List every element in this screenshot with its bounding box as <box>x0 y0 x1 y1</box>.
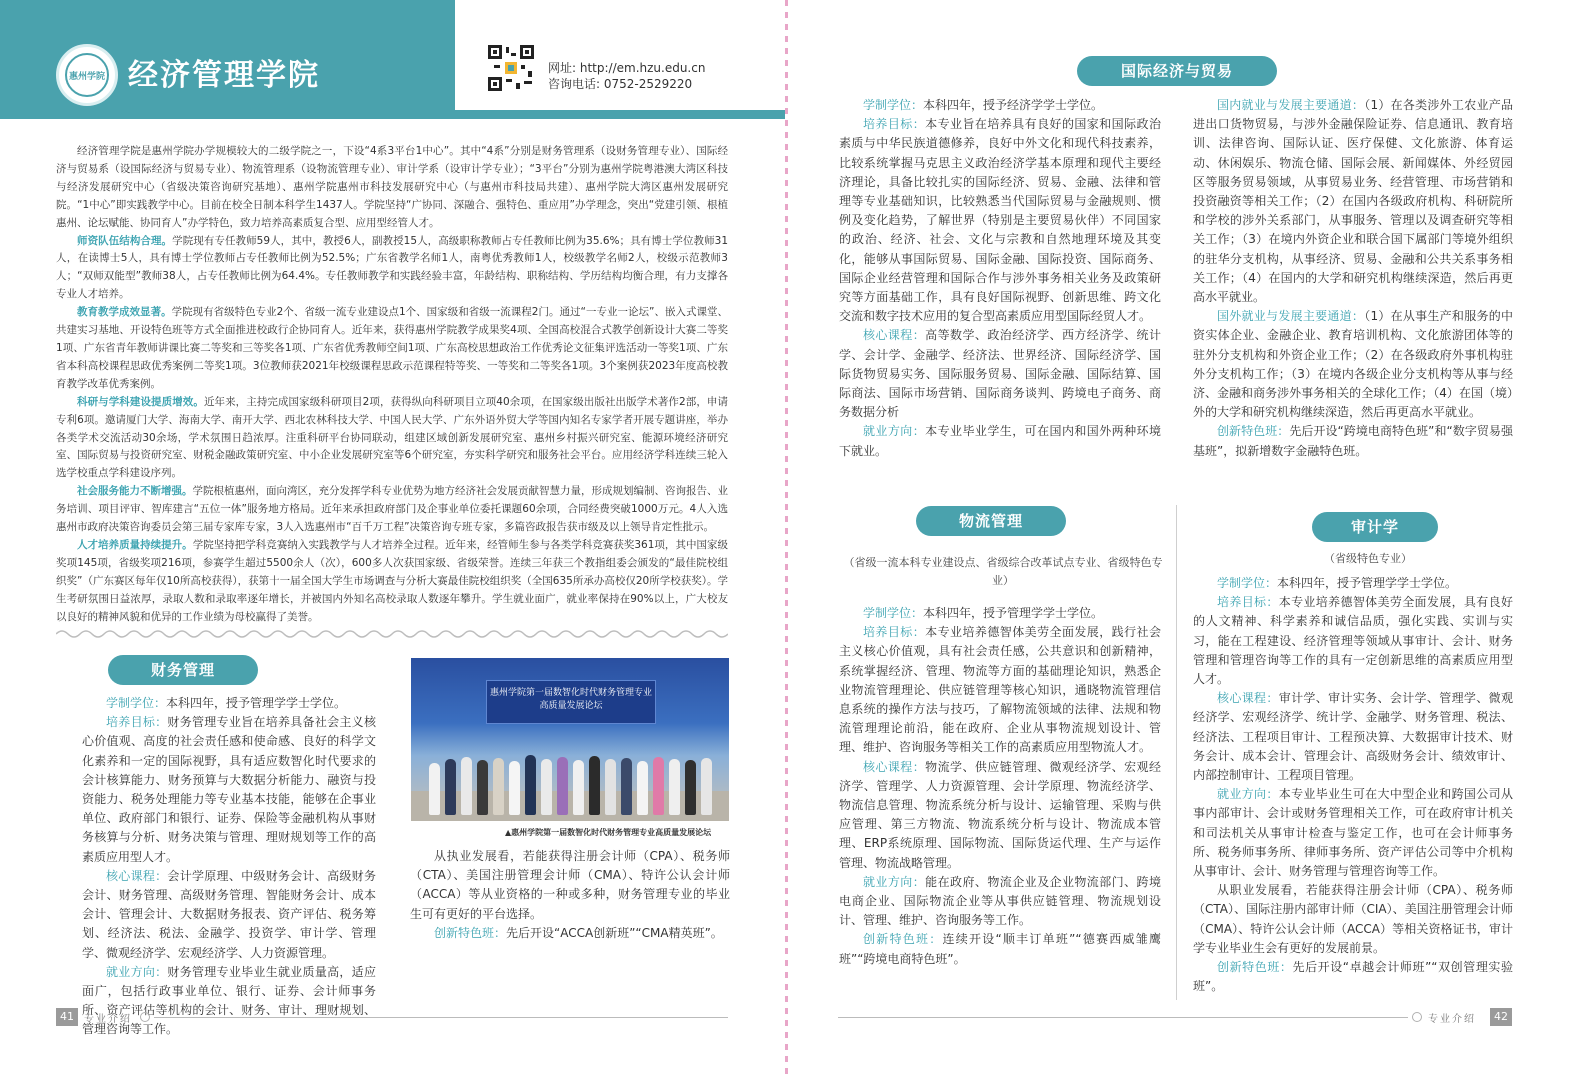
intro-body: 学院现有专任教师59人，其中，教授6人，副教授15人，高级职称教师占专任教师比例为35.6%；具有博士学位教师31人，在读博士5人，具有博士学位教师占专任教师比例为52.5%；广东省教学名师1人，南粤优秀教师1人，校级教学名师2人，校级示范教师3人；“双师双能型”教师38人，占专任教师比例为64.4%。专任教师教学和实践经验丰富，年龄结构、职称结构、学历结构均衡合理，有力支撑各专业人才培养。 <box>56 234 729 301</box>
left-page <box>0 0 785 1077</box>
qr-code <box>486 43 536 93</box>
intro-highlight: 师资队伍结构合理。 <box>77 234 173 247</box>
finance-section <box>82 694 376 1040</box>
logistics-course-label: 核心课程： <box>863 759 926 774</box>
logistics-goal-text: 本专业培养德智体美劳全面发展，践行社会主义核心价值观，具有社会责任感，公共意识和创新精神，系统掌握经济、管理、物流等方面的基础理论知识，熟悉企业物流管理理论、供应链管理等核心知识，通晓物流管理信息系统的操作方法与技巧，了解物流领域的法律、法规和物流管理理论前沿，能在政府、企业从事物流规划设计、管理、维护、咨询服务等相关工作的高素质应用型物流人才。 <box>839 625 1161 755</box>
trade-course-text: 高等数学、政治经济学、西方经济学、统计学、会计学、金融学、经济法、世界经济、国际经济学、国际货物贸易实务、国际服务贸易、国际金融、国际结算、国际商法、国际市场营销、国际商务谈判、跨境电子商务、商务数据分析 <box>839 328 1161 420</box>
footer-label-left: 专业介绍 <box>84 1014 132 1025</box>
audit-job-text: 本专业毕业生可在大中型企业和跨国公司从事内部审计、会计或财务管理相关工作，可在政府审计机关和司法机关从事审计检查与鉴定工作，也可在会计师事务所、税务师事务所、律师事务所、资产评估公司等中介机构从事审计、会计、财务管理与管理咨询等工作。 <box>1193 787 1513 879</box>
trade-goal <box>839 115 1161 326</box>
finance-feature <box>410 924 730 943</box>
photo-person <box>669 759 680 815</box>
page-number-right: 42 <box>1490 1008 1512 1026</box>
audit-title-pill: 审计学 <box>1312 512 1438 542</box>
footer-label-right: 专业介绍 <box>1428 1014 1476 1025</box>
audit-note: （省级特色专业） <box>1324 552 1412 565</box>
finance-degree <box>82 694 376 713</box>
photo-person <box>525 755 536 815</box>
intro-body: 学院根植惠州，面向湾区，充分发挥学科专业优势为地方经济社会发展贡献智慧力量，形成规划编制、咨询报告、业务培训、项目评审、智库建言“五位一体”服务地方格局。近年来承担政府部门及企事业单位委托课题60余项，合同经费突破1000万元。4人入选惠州市政府决策咨询委员会第三届专家库专家，3人入选惠州市“百千万工程”决策咨询专班专家，多篇咨政报告获市级及以上领导肯定性批示。 <box>56 485 728 534</box>
photo-person <box>461 757 472 815</box>
logistics-job <box>839 873 1161 931</box>
finance-cert: 从执业发展看，若能获得注册会计师（CPA）、税务师（CTA）、美国注册管理会计师（CMA）、特许公认会计师（ACCA）等从业资格的一种或多种，财务管理专业的毕业生可有更好的平台选择。 <box>410 849 730 921</box>
logistics-goal-label: 培养目标： <box>863 625 926 640</box>
logistics-title-pill: 物流管理 <box>916 506 1066 536</box>
audit-job <box>1193 785 1513 881</box>
audit-feature <box>1193 958 1513 996</box>
trade-feature-label: 创新特色班： <box>1217 424 1290 439</box>
trade-feature-text: 先后开设“跨境电商特色班”和“数字贸易强基班”，拟新增数字金融特色班。 <box>1193 424 1513 458</box>
audit-section <box>1193 574 1513 996</box>
trade-title-pill: 国际经济与贸易 <box>1077 56 1277 86</box>
photo-person <box>589 756 600 815</box>
photo-person <box>541 759 552 815</box>
logistics-note: （省级一流本科专业建设点、省级综合改革试点专业、省级特色专业） <box>843 556 1163 587</box>
photo-person <box>557 757 568 815</box>
college-title: 经济管理学院 <box>128 58 320 93</box>
intro-highlight: 教育教学成效显著。 <box>77 306 172 319</box>
photo-banner-text: 惠州学院第一届数智化时代财务管理专业高质量发展论坛 <box>489 688 652 711</box>
footer-line <box>838 1017 1408 1018</box>
trade-degree-label: 学制学位： <box>863 98 924 112</box>
audit-courses <box>1193 689 1513 785</box>
photo-floor <box>411 791 729 821</box>
logo-text: 惠州学院 <box>65 53 109 97</box>
intro-highlight: 人才培养质量持续提升。 <box>77 538 193 551</box>
finance-feature-text: 先后开设“ACCA创新班”“CMA精英班”。 <box>506 925 723 940</box>
photo-person <box>621 758 632 815</box>
audit-course-text: 审计学、审计实务、会计学、管理学、微观经济学、宏观经济学、统计学、金融学、财务管理、税法、经济法、工程项目审计、工程预决算、大数据审计技术、财务会计、成本会计、管理会计、高级财务会计、绩效审计、内部控制审计、工程项目管理。 <box>1193 691 1513 783</box>
intro-paragraph <box>56 483 728 537</box>
trade-job <box>839 422 1161 460</box>
photo-banner <box>486 680 656 724</box>
trade-job-text: 本专业毕业学生，可在国内和国外两种环境下就业。 <box>839 424 1161 458</box>
photo-person <box>493 758 504 815</box>
logistics-courses <box>839 758 1161 873</box>
trade-courses <box>839 326 1161 422</box>
finance-course-text: 会计学原理、中级财务会计、高级财务会计、财务管理、高级财务管理、智能财务会计、成本会计、管理会计、大数据财务报表、资产评估、税务筹划、经济法、税法、金融学、投资学、审计学、管理学、微观经济学、宏观经济学、人力资源管理。 <box>82 868 376 960</box>
audit-feature-label: 创新特色班： <box>1217 960 1293 975</box>
intro-paragraph <box>56 394 728 484</box>
audit-degree-label: 学制学位： <box>1217 576 1278 590</box>
trade-goal-label: 培养目标： <box>863 117 926 132</box>
logistics-course-text: 物流学、供应链管理、微观经济学、宏观经济学、管理学、人力资源管理、会计学原理、物流经济学、物流信息管理、物流系统分析与设计、运输管理、采购与供应管理、第三方物流、物流系统分析与设计、物流成本管理、ERP系统原理、国际物流、国际货运代理、生产与运作管理、物流战略管理。 <box>839 759 1161 870</box>
intro-paragraph: 经济管理学院是惠州学院办学规模较大的二级学院之一，下设“4系3平台1中心”。其中“4系”分别是财务管理系（设财务管理专业）、国际经济与贸易系（设国际经济与贸易专业）、物流管理系（设物流管理专业）、审计学系（设审计学专业）；“3平台”分别为惠州学院粤港澳大湾区科技与经济发展研究中心（省级决策咨询研究基地）、惠州学院惠州市科技发展研究中心（与惠州市科技局共建）、惠州学院大湾区惠州发展研究院。“1中心”即实践教学中心。目前在校全日制本科学生1437人。学院坚持“广协同、深融合、强特色、重应用”办学理念，突出“党建引领、根植惠州、论坛赋能、协同育人”办学特色，致力培养高素质复合型、应用型经管人才。 <box>56 145 728 229</box>
intro-paragraph <box>56 537 728 627</box>
finance-feature-label: 创新特色班： <box>434 925 507 940</box>
audit-job-label: 就业方向： <box>1217 787 1279 802</box>
audit-feature-text: 先后开设“卓越会计师班”“双创管理实验班”。 <box>1193 960 1513 994</box>
footer-line <box>154 1017 728 1018</box>
header-stripe <box>0 116 785 119</box>
trade-abroad-label: 国外就业与发展主要通道： <box>1217 309 1365 324</box>
photo-person <box>685 760 696 815</box>
audit-degree <box>1193 574 1513 593</box>
logistics-feature-label: 创新特色班： <box>863 932 943 947</box>
footer-dot-icon <box>140 1012 150 1022</box>
photo-person <box>477 760 488 815</box>
finance-goal <box>82 713 376 867</box>
trade-section-right <box>1193 96 1513 461</box>
contact-info <box>548 60 705 92</box>
forum-photo <box>411 658 729 821</box>
intro-highlight: 社会服务能力不断增强。 <box>77 485 193 498</box>
trade-feature <box>1193 422 1513 460</box>
intro-paragraph <box>56 233 728 305</box>
phone-text: 咨询电话: 0752-2529220 <box>548 77 693 91</box>
photo-caption: ▲惠州学院第一届数智化时代财务管理专业高质量发展论坛 <box>505 828 712 837</box>
audit-goal <box>1193 593 1513 689</box>
finance-goal-text: 财务管理专业旨在培养具备社会主义核心价值观、高度的社会责任感和使命感、良好的科学文化素养和一定的国际视野，具有适应数智化时代要求的会计核算能力、财务预算与大数据分析能力、融资与投资能力、税务处理能力等专业基本技能，能够在企事业单位、政府部门和银行、证券、保险等金融机构从事财务核算与分析、财务决策与管理、理财规划等工作的高素质应用型人才。 <box>82 715 376 864</box>
page-number-left: 41 <box>56 1008 78 1026</box>
logistics-degree-label: 学制学位： <box>863 606 924 620</box>
website-text: 网址: http://em.hzu.edu.cn <box>548 61 706 75</box>
photo-person <box>701 758 712 815</box>
trade-degree-text: 本科四年，授予经济学学士学位。 <box>923 98 1104 112</box>
finance-courses <box>82 867 376 963</box>
intro-body: 近年来，主持完成国家级科研项目2项，获得纵向科研项目立项40余项，在国家级出版社出版学术著作2部，申请专利6项。邀请厦门大学、海南大学、南开大学、西北农林科技大学、中国人民大学、广东外语外贸大学等国内知名专家学者开展专题讲座，举办各类学术交流活动30余场，学术氛围日趋浓厚。注重科研平台协同联动，组建区域创新发展研究室、惠州乡村振兴研究室、能源环境经济研究室、国际贸易与投资研究室、财税金融政策研究室、中小企业发展研究室等6个研究室，夯实科学研究和服务社会平台。应用经济学科连续三轮入选学校重点学科建设序列。 <box>56 395 728 480</box>
intro-highlight: 科研与学科建设提质增效。 <box>77 395 204 408</box>
photo-person <box>605 759 616 815</box>
logistics-feature <box>839 930 1161 968</box>
trade-abroad-text: （1）在从事生产和服务的中资实体企业、金融企业、教育培训机构、文化旅游团体等的驻外分支机构和外资企业工作；（2）在各级政府外事机构驻外分支机构工作；（3）在境内各级企业分支机构等从事与经济、金融和商务涉外事务相关的全球化工作；（4）在国（境）外的大学和研究机构继续深造，然后再更高水平就业。 <box>1193 309 1513 420</box>
logistics-degree <box>839 604 1161 623</box>
finance-degree-label: 学制学位： <box>106 696 167 710</box>
finance-course-label: 核心课程： <box>106 868 168 883</box>
photo-person <box>445 759 456 815</box>
logistics-job-label: 就业方向： <box>863 874 926 889</box>
audit-degree-text: 本科四年，授予管理学学士学位。 <box>1277 576 1458 590</box>
trade-domestic <box>1193 96 1513 307</box>
logistics-section <box>839 604 1161 969</box>
finance-degree-text: 本科四年，授予管理学学士学位。 <box>166 696 347 710</box>
column-divider <box>1176 505 1177 1000</box>
right-page <box>788 0 1587 1077</box>
finance-title-pill: 财务管理 <box>108 655 258 685</box>
intro-body: 学院现有省级特色专业2个、省级一流专业建设点1个、国家级和省级一流课程2门。通过“一专业一论坛”、嵌入式课堂、共建实习基地、开设特色班等方式全面推进校政行企协同育人。近年来，获得惠州学院教学成果奖4项、全国高校混合式教学创新设计大赛二等奖1项、广东省青年教师讲课比赛二等奖和三等奖各1项、广东省优秀教师空间1项、广东高校思想政治工作优秀论文征集评选活动一等奖1项、广东省本科高校课程思政优秀案例二等奖1项。3位教师获2021年校级课程思政示范课程特等奖、一等奖和二等奖各1项。3个案例获2023年度高校教育教学改革优秀案例。 <box>56 306 729 390</box>
finance-job-text: 财务管理专业毕业生就业质量高，适应面广，包括行政事业单位、银行、证券、会计师事务所、资产评估等机构的会计、财务、审计、理财规划、管理咨询等工作。 <box>82 964 376 1037</box>
finance-goal-label: 培养目标： <box>106 715 168 730</box>
photo-person <box>637 761 648 815</box>
trade-job-label: 就业方向： <box>863 424 926 439</box>
audit-goal-text: 本专业培养德智体美劳全面发展，具有良好的人文精神、科学素养和诚信品质，强化实践、实训与实习，能在工程建设、经济管理等领域从事审计、会计、财务管理和管理咨询等工作的具有一定创新思维的高素质应用型人才。 <box>1193 595 1513 687</box>
audit-course-label: 核心课程： <box>1217 691 1279 706</box>
audit-cert: 从职业发展看，若能获得注册会计师（CPA）、税务师（CTA）、国际注册内部审计师（CIA）、美国注册管理会计师（CMA）、特许公认会计师（ACCA）等相关资格证书，审计学专业毕业生会有更好的发展前景。 <box>1193 883 1513 955</box>
photo-person <box>573 760 584 815</box>
header-stripe-right <box>455 110 785 116</box>
intro-paragraph <box>56 304 728 394</box>
finance-job-label: 就业方向： <box>106 964 168 979</box>
trade-abroad <box>1193 307 1513 422</box>
trade-domestic-label: 国内就业与发展主要通道： <box>1217 98 1365 112</box>
footer-dot-icon <box>1412 1012 1422 1022</box>
trade-goal-text: 本专业旨在培养具有良好的国家和国际政治素质与中华民族道德修养，良好中外文化和现代科技素养，比较系统掌握马克思主义政治经济学基本原理和现代主要经济理论，具备比较扎实的国际经济、贸易、金融、法律和管理等专业基础知识，比较熟悉当代国际贸易与金融规则、惯例及变化趋势，了解世界（特别是主要贸易伙伴）不同国家的政治、经济、社会、文化与宗教和自然地理环境及其变化，能够从事国际贸易、国际金融、国际投资、国际商务、国际企业经营管理和国际合作与涉外事务相关业务及政策研究等方面基础工作，具有良好国际视野、创新思维、跨文化交流和数字技术应用的复合型高素质应用型国际经贸人才。 <box>839 117 1161 324</box>
photo-person <box>509 761 520 815</box>
logistics-degree-text: 本科四年，授予管理学学士学位。 <box>923 606 1104 620</box>
photo-person <box>653 757 664 815</box>
trade-course-label: 核心课程： <box>863 328 926 343</box>
trade-degree <box>839 96 1161 115</box>
trade-section <box>839 96 1161 461</box>
wave-divider <box>56 628 728 640</box>
logistics-goal <box>839 623 1161 757</box>
photo-person <box>429 763 440 815</box>
audit-goal-label: 培养目标： <box>1217 595 1279 610</box>
logistics-feature-text: 连续开设“顺丰订单班”“德赛西威雏鹰班”“跨境电商特色班”。 <box>839 932 1161 966</box>
trade-domestic-text: （1）在各类涉外工农业产品进出口货物贸易，与涉外金融保险证券、信息通讯、教育培训、法律咨询、国际认证、医疗保健、文化旅游、体育运动、休闲娱乐、物流仓储、国际会展、新闻媒体、外经贸园区等服务贸易领域，从事贸易业务、经营管理、市场营销和投资融资等相关工作；（2）在国内各级政府机构、科研院所和学校的涉外关系部门，从事服务、管理以及调查研究等相关工作；（3）在境内外资企业和联合国下属部门等境外组织的驻华分支机构，从事经济、贸易、金融和公共关系事务相关工作；（4）在国内的大学和研究机构继续深造，然后再更高水平就业。 <box>1193 98 1513 305</box>
intro-text <box>56 143 728 626</box>
intro-body: 学院坚持把学科竞赛纳入实践教学与人才培养全过程。近年来，经管师生参与各类学科竞赛获奖361项，其中国家级奖项145项，省级奖项216项，参赛学生超过5500余人（次），600多人次获国家级、省级荣誉。连续三年获三个教指组委会颁发的“最佳院校组织奖”（广东赛区每年仅10所高校获得），获第十一届全国大学生市场调查与分析大赛最佳院校组织奖（全国635所承办高校仅20所学校获奖）。学生考研氛围日益浓厚，录取人数和录取率逐年增长，并被国内外知名高校录取人数逐年攀升。学生就业面广，就业率保持在90%以上，广大校友以良好的精神风貌和优异的工作业绩为母校赢得了美誉。 <box>56 538 729 623</box>
logistics-job-text: 能在政府、物流企业及企业物流部门、跨境电商企业、国际物流企业等从事供应链管理、物流规划设计、管理、维护、咨询服务等工作。 <box>839 874 1161 928</box>
finance-job <box>82 963 376 1040</box>
university-logo <box>56 44 118 106</box>
finance-section-cont <box>410 847 730 943</box>
